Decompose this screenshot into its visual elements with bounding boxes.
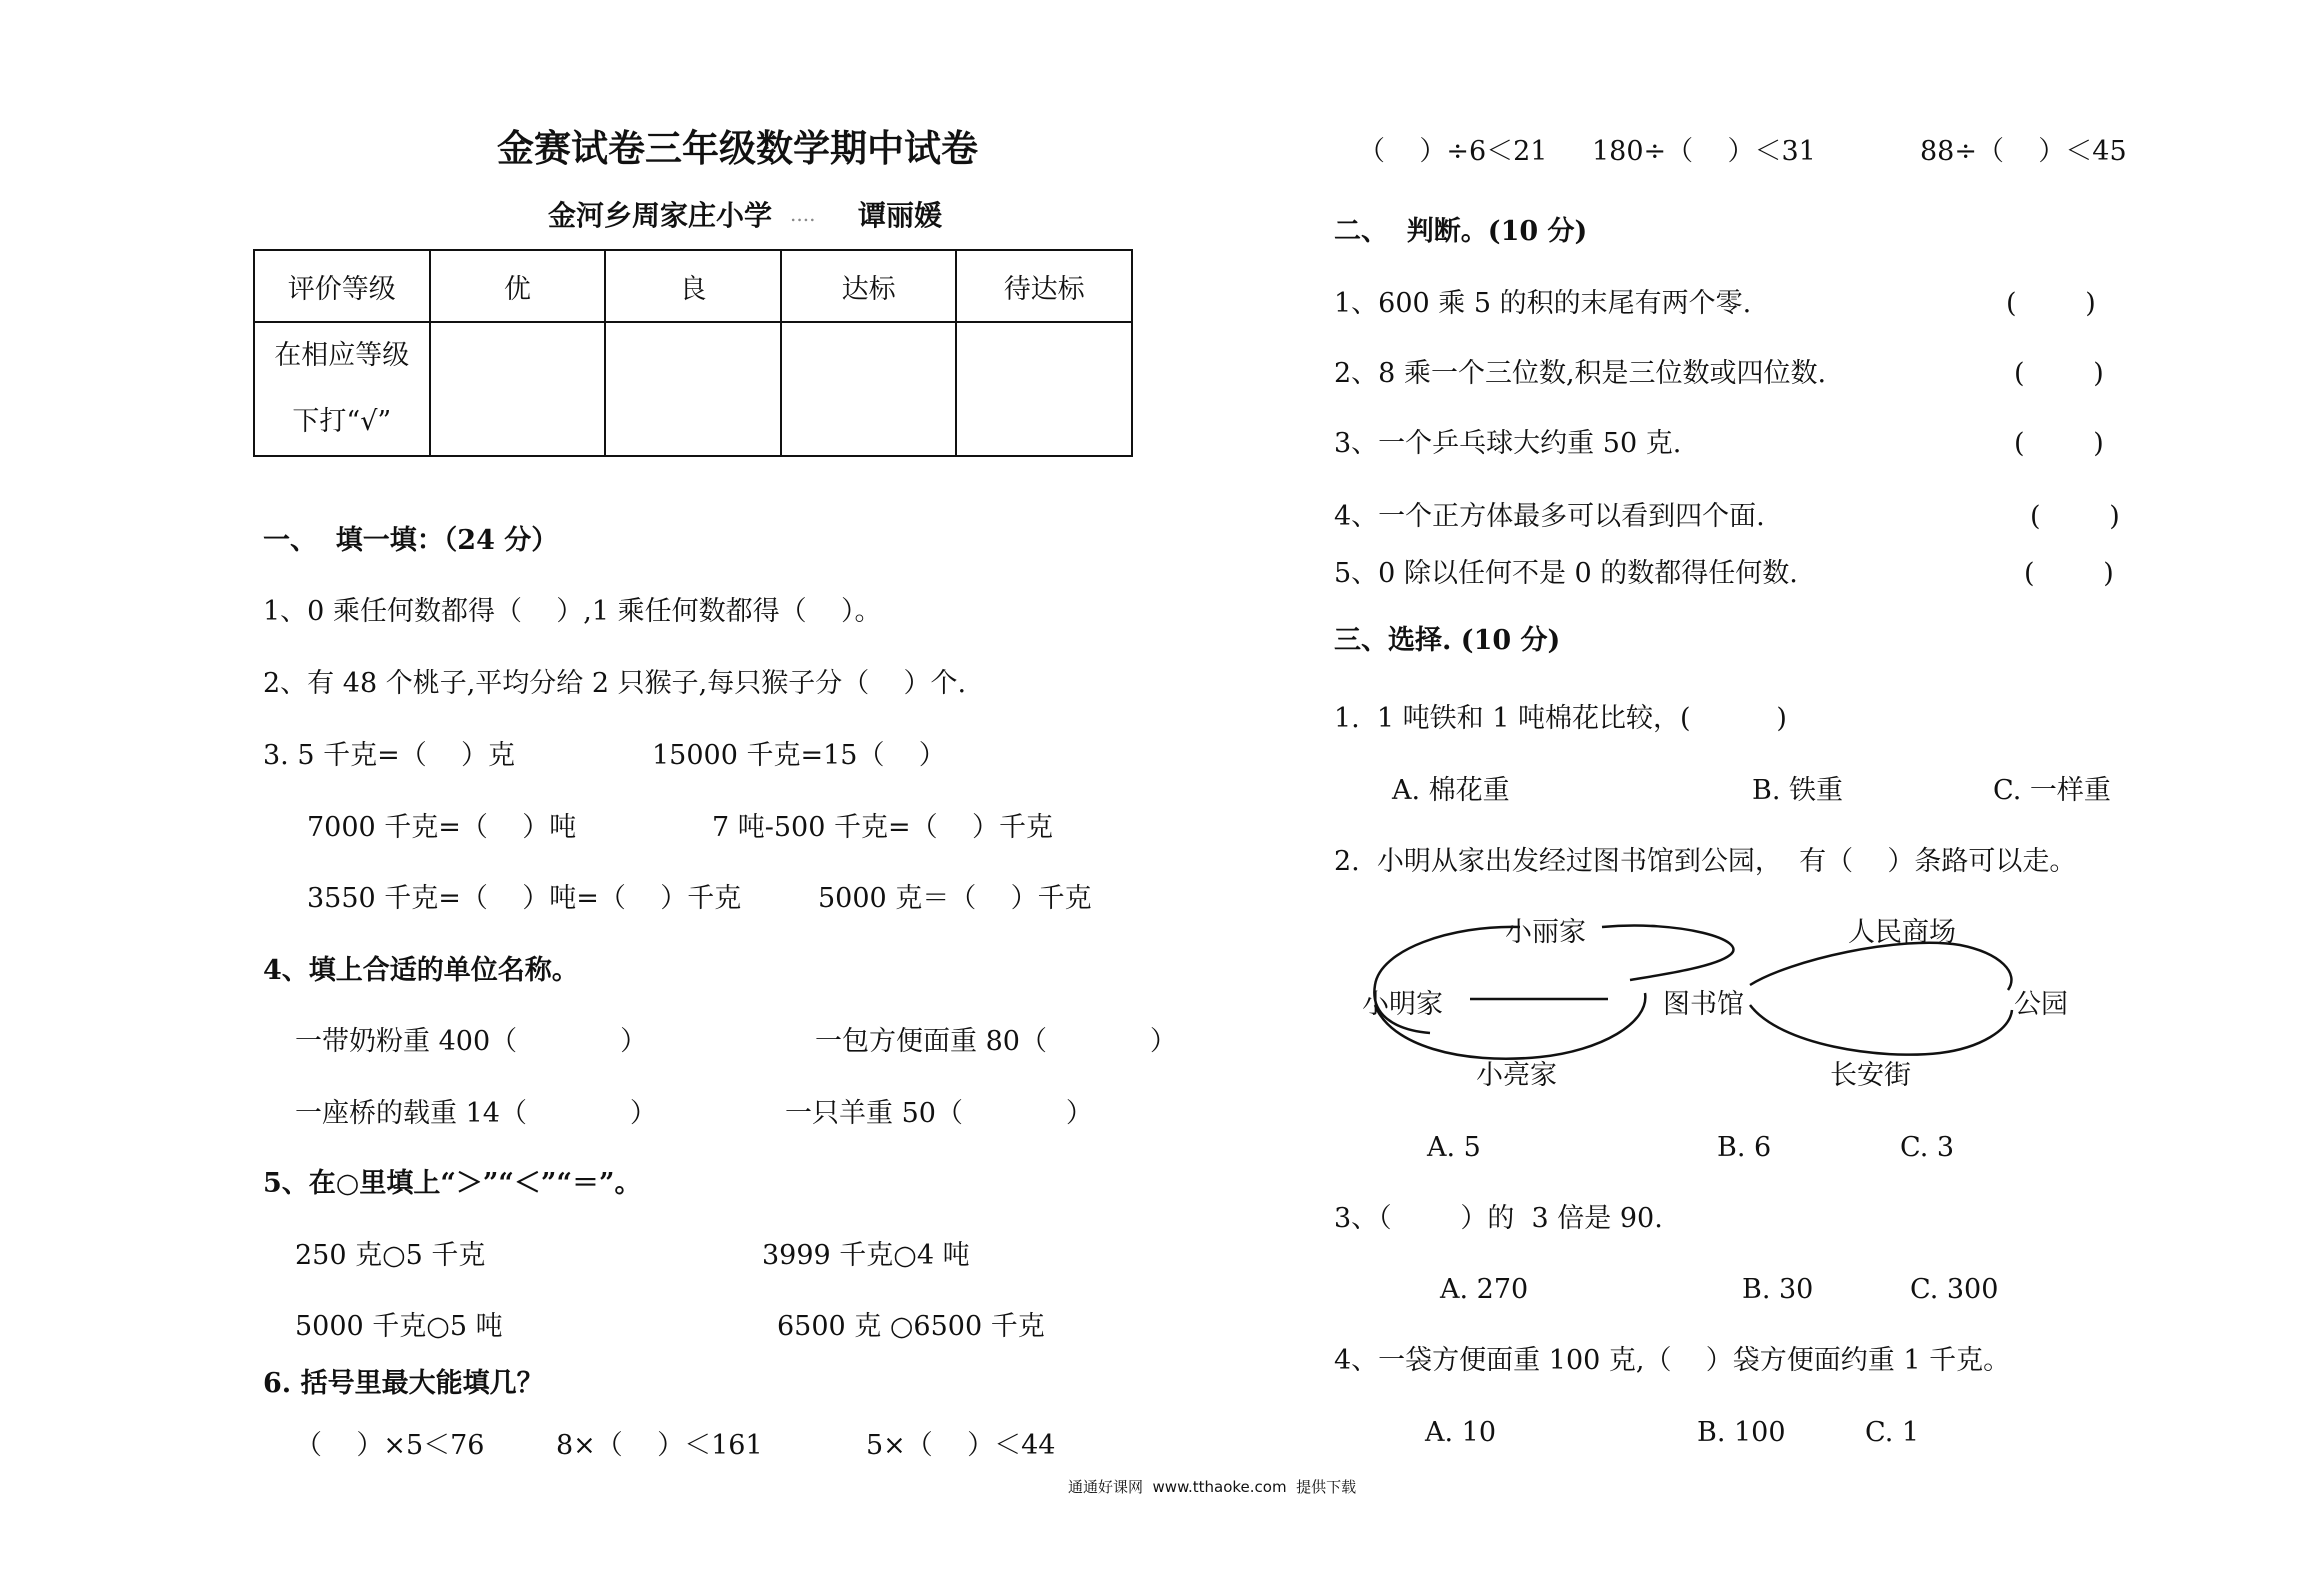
s2-paren-3[interactable]: ( ) bbox=[2014, 428, 2104, 459]
footer-credit: 通通好课网 www.tthaoke.com 提供下载 bbox=[1068, 1478, 1357, 1496]
s3-q1: 1. 1 吨铁和 1 吨棉花比较，( ) bbox=[1334, 703, 1787, 734]
s1-q6-a: （ ）×5＜76 bbox=[295, 1430, 485, 1461]
route-library-changan-park bbox=[1750, 1005, 2012, 1055]
s1-q2: 2、有 48 个桃子,平均分给 2 只猴子,每只猴子分（ ）个. bbox=[263, 668, 967, 699]
s1-q3-b: 15000 千克=15（ ） bbox=[652, 740, 946, 771]
author-name: 谭丽媛 bbox=[858, 199, 943, 232]
grade-cell-needs-work[interactable] bbox=[956, 322, 1132, 456]
section3-heading: 三、选择. (10 分) bbox=[1334, 625, 1561, 656]
s1-q1: 1、0 乘任何数都得（ ）,1 乘任何数都得（ ）。 bbox=[263, 596, 882, 627]
grade-cell-excellent[interactable] bbox=[430, 322, 606, 456]
route-xiaoli-library bbox=[1602, 926, 1733, 980]
s1-q3-a: 3. 5 千克=（ ）克 bbox=[263, 740, 516, 771]
grade-header-needs-work: 待达标 bbox=[956, 250, 1132, 322]
grade-table bbox=[253, 249, 1133, 457]
s1-q6-heading: 6. 括号里最大能填几？ bbox=[263, 1368, 544, 1399]
s2-paren-2[interactable]: ( ) bbox=[2014, 358, 2104, 389]
s1-q4-a: 一带奶粉重 400（ ） bbox=[295, 1026, 648, 1057]
s3-q3-option-c[interactable]: C. 300 bbox=[1910, 1274, 1999, 1305]
s1-q3-f: 5000 克＝（ ）千克 bbox=[818, 883, 1092, 914]
s1-q3-e: 3550 千克=（ ）吨=（ ）千克 bbox=[307, 883, 742, 914]
s1-q5-d: 6500 克 ○6500 千克 bbox=[777, 1311, 1045, 1342]
s3-q2-option-b[interactable]: B. 6 bbox=[1717, 1132, 1772, 1163]
s3-q2-option-c[interactable]: C. 3 bbox=[1900, 1132, 1955, 1163]
s2-item-5: 5、0 除以任何不是 0 的数都得任何数. bbox=[1334, 558, 1798, 589]
map-label-xiaoliang: 小亮家 bbox=[1476, 1060, 1557, 1091]
exam-title: 金赛试卷三年级数学期中试卷 bbox=[497, 126, 978, 170]
s1-q4-c: 一座桥的载重 14（ ） bbox=[295, 1098, 657, 1129]
grade-cell-good[interactable] bbox=[605, 322, 781, 456]
grade-cell-pass[interactable] bbox=[781, 322, 957, 456]
s3-q1-option-c[interactable]: C. 一样重 bbox=[1993, 775, 2111, 806]
s1-q4-b: 一包方便面重 80（ ） bbox=[815, 1026, 1177, 1057]
s3-q2-option-a[interactable]: A. 5 bbox=[1427, 1132, 1481, 1163]
s3-q4-option-b[interactable]: B. 100 bbox=[1697, 1417, 1786, 1448]
s1-q5-a: 250 克○5 千克 bbox=[295, 1240, 486, 1271]
s2-paren-1[interactable]: ( ) bbox=[2006, 288, 2096, 319]
s3-q4-option-a[interactable]: A. 10 bbox=[1425, 1417, 1497, 1448]
s2-paren-4[interactable]: ( ) bbox=[2030, 501, 2120, 532]
s2-item-1: 1、600 乘 5 的积的末尾有两个零. bbox=[1334, 288, 1752, 319]
s1-q6-b: 8×（ ）＜161 bbox=[556, 1430, 763, 1461]
s1-q6-e: 180÷（ ）＜31 bbox=[1592, 136, 1816, 167]
s1-q5-c: 5000 千克○5 吨 bbox=[295, 1311, 503, 1342]
s3-q4: 4、一袋方便面重 100 克,（ ）袋方便面约重 1 千克。 bbox=[1334, 1345, 2011, 1376]
s1-q6-c: 5×（ ）＜44 bbox=[866, 1430, 1056, 1461]
map-label-renmin: 人民商场 bbox=[1848, 917, 1956, 948]
s3-q2: 2. 小明从家出发经过图书馆到公园， 有（ ）条路可以走。 bbox=[1334, 846, 2077, 877]
s3-q3-option-a[interactable]: A. 270 bbox=[1440, 1274, 1529, 1305]
s2-item-4: 4、一个正方体最多可以看到四个面. bbox=[1334, 501, 1765, 532]
s1-q3-c: 7000 千克=（ ）吨 bbox=[307, 812, 577, 843]
grade-header-label: 评价等级 bbox=[254, 250, 430, 322]
grade-row-label bbox=[254, 322, 430, 456]
route-library-renmin-park bbox=[1750, 943, 2011, 990]
map-label-library: 图书馆 bbox=[1663, 989, 1744, 1020]
s3-q1-option-a[interactable]: A. 棉花重 bbox=[1392, 775, 1510, 806]
s1-q6-d: （ ）÷6＜21 bbox=[1358, 136, 1548, 167]
s2-item-3: 3、一个乒乓球大约重 50 克. bbox=[1334, 428, 1682, 459]
map-label-park: 公园 bbox=[2014, 989, 2068, 1020]
s2-paren-5[interactable]: ( ) bbox=[2024, 558, 2114, 589]
s3-q3: 3、（ ）的 3 倍是 90. bbox=[1334, 1203, 1663, 1234]
map-label-xiaoli: 小丽家 bbox=[1505, 917, 1586, 948]
s1-q3-d: 7 吨-500 千克=（ ）千克 bbox=[712, 812, 1053, 843]
s1-q5-b: 3999 千克○4 吨 bbox=[762, 1240, 970, 1271]
s1-q4-heading: 4、填上合适的单位名称。 bbox=[263, 955, 579, 986]
s3-q4-option-c[interactable]: C. 1 bbox=[1865, 1417, 1920, 1448]
grade-row-label-line2: 下打“√” bbox=[292, 406, 392, 437]
s1-q6-f: 88÷（ ）＜45 bbox=[1920, 136, 2127, 167]
s3-q1-option-b[interactable]: B. 铁重 bbox=[1752, 775, 1844, 806]
s2-item-2: 2、8 乘一个三位数,积是三位数或四位数. bbox=[1334, 358, 1827, 389]
map-label-xiaoming: 小明家 bbox=[1362, 989, 1443, 1020]
section2-heading: 二、 判断。(10 分) bbox=[1334, 216, 1588, 247]
s3-q3-option-b[interactable]: B. 30 bbox=[1742, 1274, 1814, 1305]
grade-header-good: 良 bbox=[605, 250, 781, 322]
map-label-changan: 长安街 bbox=[1830, 1060, 1911, 1091]
s1-q4-d: 一只羊重 50（ ） bbox=[785, 1098, 1093, 1129]
s1-q5-heading: 5、在○里填上“＞”“＜”“＝”。 bbox=[263, 1168, 642, 1199]
grade-row-label-line1: 在相应等级 bbox=[274, 340, 410, 371]
grade-header-pass: 达标 bbox=[781, 250, 957, 322]
section1-heading: 一、 填一填：（24 分） bbox=[263, 525, 559, 556]
subtitle-dots: .... bbox=[790, 202, 816, 226]
school-name: 金河乡周家庄小学 bbox=[548, 199, 773, 232]
grade-header-excellent: 优 bbox=[430, 250, 606, 322]
